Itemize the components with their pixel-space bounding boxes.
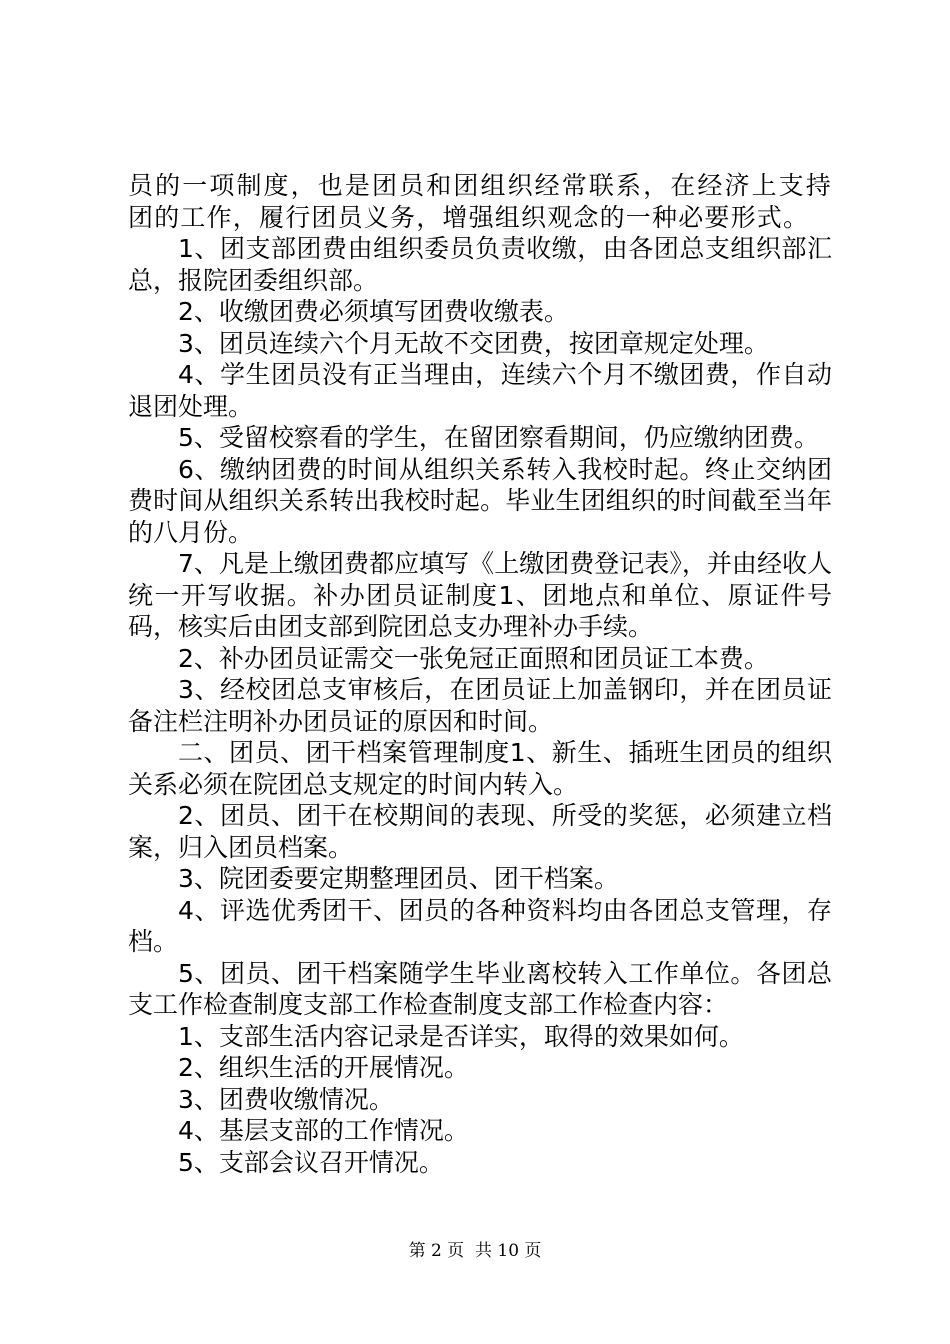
paragraph: 员的一项制度，也是团员和团组织经常联系，在经济上支持团的工作，履行团员义务，增强组织观念的一种必要形式。 <box>128 171 832 232</box>
paragraph: 2、收缴团费必须填写团费收缴表。 <box>178 297 569 326</box>
paragraph: 3、经校团总支审核后，在团员证上加盖钢印，并在团员证备注栏注明补办团员证的原因和时间。 <box>128 675 832 736</box>
page-number-label: 第 2 页 共 10 页 <box>408 1241 542 1261</box>
paragraph: 3、院团委要定期整理团员、团干档案。 <box>178 864 619 893</box>
page-footer <box>0 1240 950 1262</box>
paragraph: 3、团员连续六个月无故不交团费，按团章规定处理。 <box>178 328 769 358</box>
paragraph: 二、团员、团干档案管理制度1、新生、插班生团员的组织关系必须在院团总支规定的时间内转入。 <box>128 738 832 799</box>
paragraph: 4、学生团员没有正当理由，连续六个月不缴团费，作自动退团处理。 <box>128 360 832 421</box>
paragraph: 2、补办团员证需交一张免冠正面照和团员证工本费。 <box>178 643 769 673</box>
paragraph: 3、团费收缴情况。 <box>178 1084 394 1114</box>
paragraph: 5、团员、团干档案随学生毕业离校转入工作单位。各团总支工作检查制度支部工作检查制度支部工作检查内容： <box>128 958 832 1019</box>
paragraph: 5、支部会议召开情况。 <box>178 1147 444 1177</box>
paragraph: 4、基层支部的工作情况。 <box>178 1116 469 1145</box>
paragraph: 2、组织生活的开展情况。 <box>178 1053 469 1082</box>
paragraph: 5、受留校察看的学生，在留团察看期间，仍应缴纳团费。 <box>178 423 819 452</box>
paragraph: 7、凡是上缴团费都应填写《上缴团费登记表》，并由经收人统一开写收据。补办团员证制度1、团地点和单位、原证件号码，核实后由团支部到院团总支办理补办手续。 <box>128 549 832 641</box>
document-body <box>128 170 832 1178</box>
paragraph: 1、团支部团费由组织委员负责收缴，由各团总支组织部汇总，报院团委组织部。 <box>128 234 832 295</box>
paragraph: 4、评选优秀团干、团员的各种资料均由各团总支管理，存档。 <box>128 895 832 956</box>
paragraph: 2、团员、团干在校期间的表现、所受的奖惩，必须建立档案，归入团员档案。 <box>128 801 832 862</box>
paragraph: 6、缴纳团费的时间从组织关系转入我校时起。终止交纳团费时间从组织关系转出我校时起。毕业生团组织的时间截至当年的八月份。 <box>128 454 832 547</box>
paragraph: 1、支部生活内容记录是否详实，取得的效果如何。 <box>178 1021 744 1051</box>
